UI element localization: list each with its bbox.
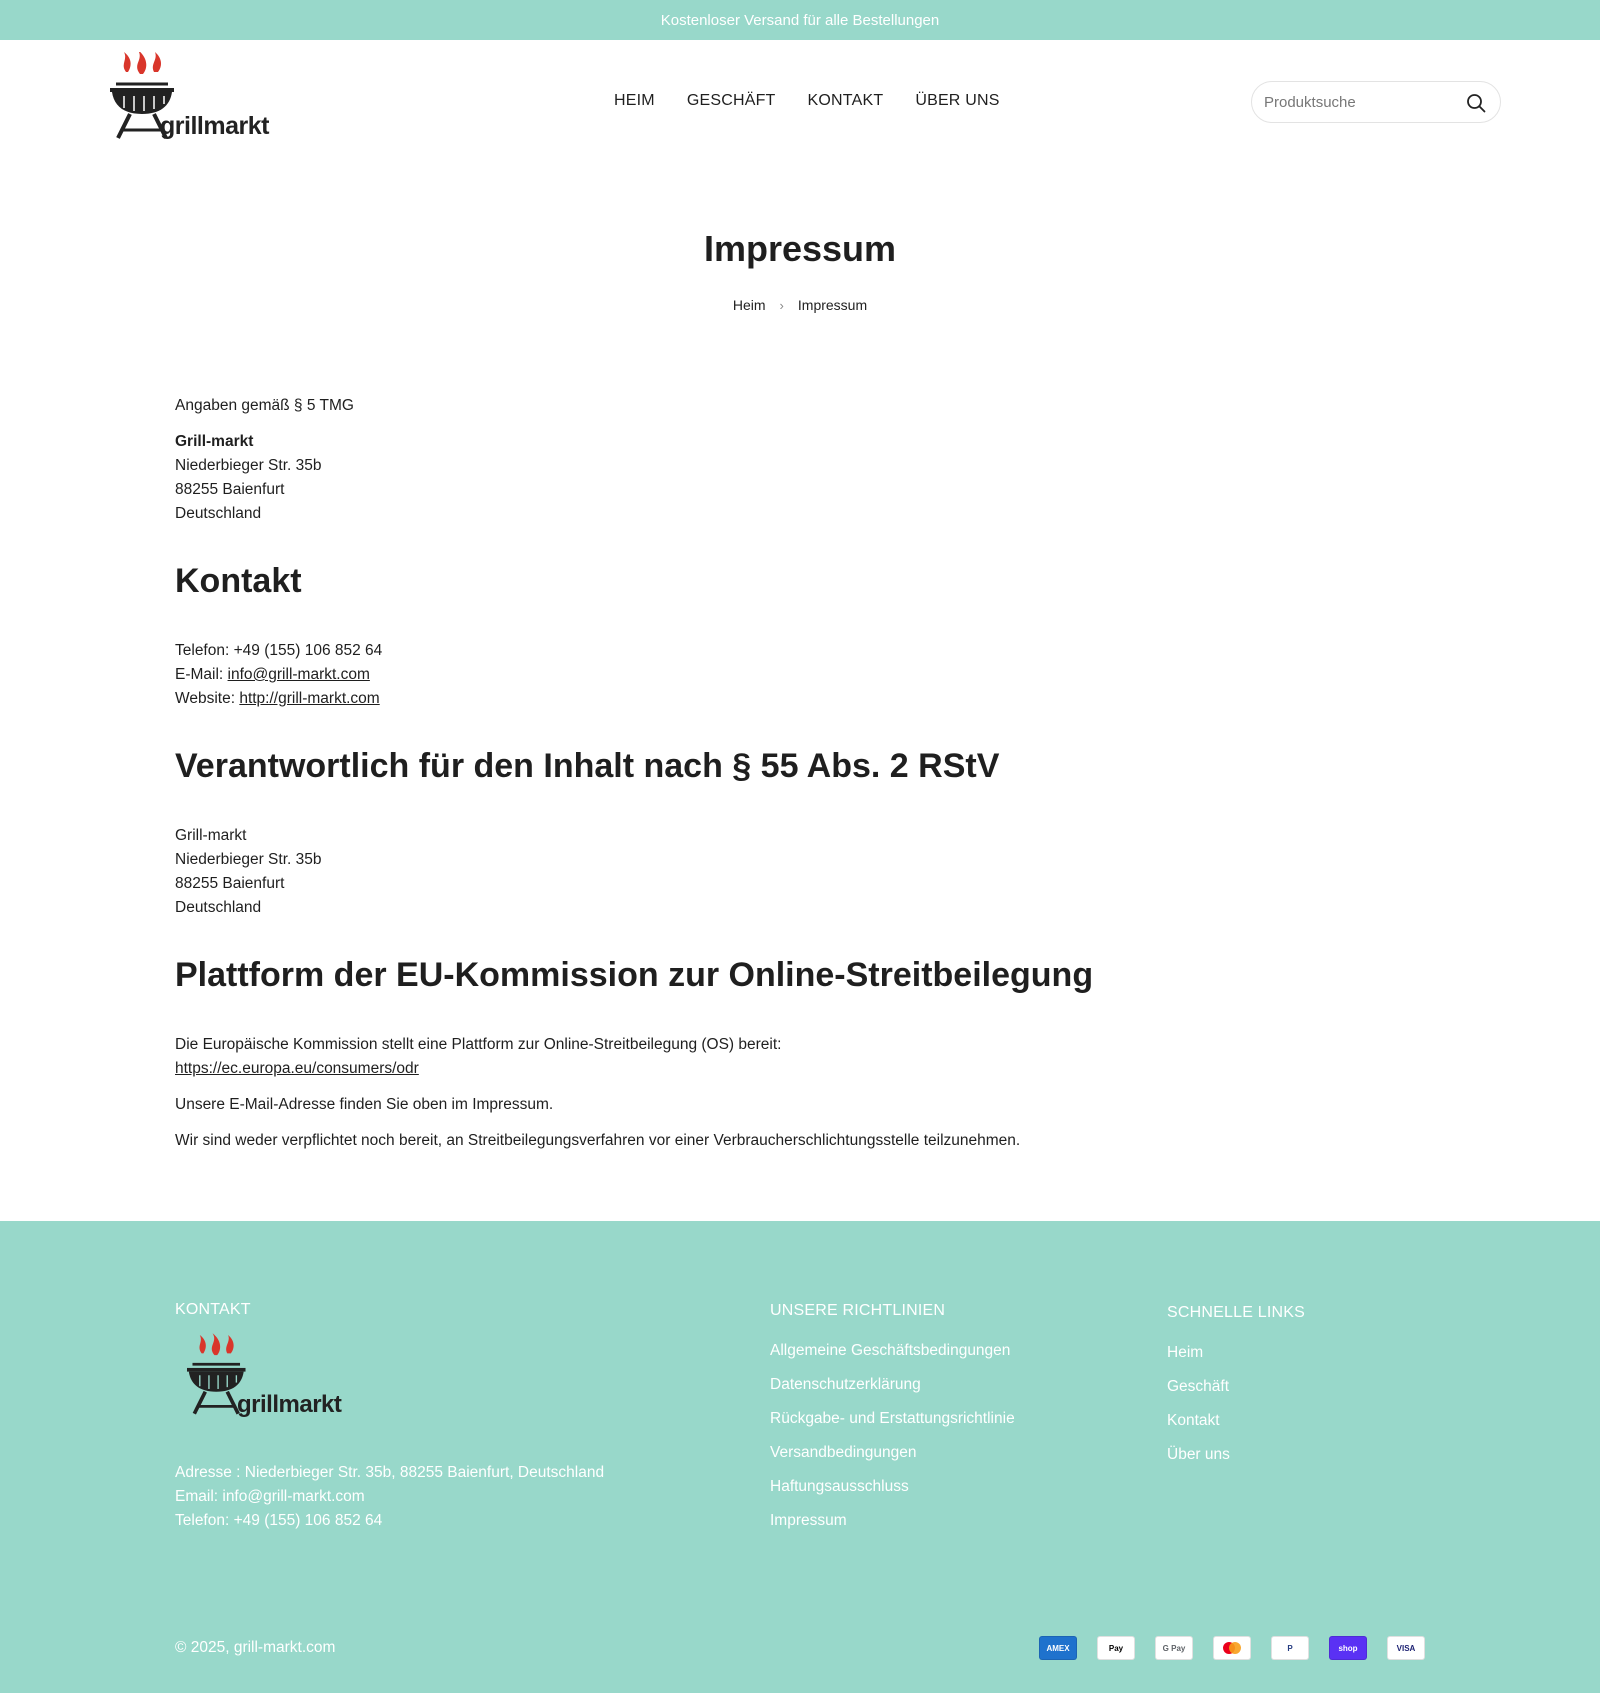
- list-item: [1167, 1438, 1305, 1472]
- responsible-line: Grill-markt: [175, 827, 247, 844]
- footer-quick-link[interactable]: Kontakt: [1167, 1412, 1220, 1429]
- contact-details: [175, 639, 1425, 711]
- footer-policies-heading: UNSERE RICHTLINIEN: [770, 1302, 946, 1319]
- footer-phone-line: Telefon: +49 (155) 106 852 64: [175, 1512, 383, 1529]
- payment-icons: [1039, 1636, 1425, 1660]
- company-name: Grill-markt: [175, 433, 254, 450]
- impressum-content: [175, 394, 1425, 1165]
- footer-contact-column: [175, 1301, 604, 1533]
- address-country: Deutschland: [175, 505, 262, 522]
- payment-label: AMEX: [1046, 1643, 1070, 1653]
- list-item: [1167, 1370, 1305, 1404]
- chevron-right-icon: ›: [779, 297, 784, 313]
- announcement-text: Kostenloser Versand für alle Bestellungen: [660, 11, 940, 29]
- footer-policy-link[interactable]: Versandbedingungen: [770, 1444, 917, 1461]
- eu-platform-heading: Plattform der EU-Kommission zur Online-Streitbeilegung: [175, 956, 1094, 994]
- payment-label: VISA: [1396, 1643, 1416, 1653]
- payment-label: shop: [1338, 1643, 1358, 1653]
- mastercard-circles: [1220, 1640, 1244, 1656]
- eu-disclaimer: Wir sind weder verpflichtet noch bereit, an Streitbeilegungsverfahren vor einer Verbraucherschlichtungsstelle teilzunehmen.: [175, 1132, 1021, 1149]
- breadcrumb: [0, 297, 1600, 313]
- payment-label: P: [1287, 1643, 1293, 1653]
- footer-quick-link[interactable]: Geschäft: [1167, 1378, 1230, 1395]
- breadcrumb-current: Impressum: [797, 297, 868, 313]
- list-item: [770, 1334, 1015, 1368]
- eu-odr-link[interactable]: https://ec.europa.eu/consumers/odr: [175, 1060, 419, 1077]
- footer-policy-link[interactable]: Allgemeine Geschäftsbedingungen: [770, 1342, 1011, 1359]
- footer-logo-text: grillmarkt: [237, 1391, 342, 1418]
- visa-icon: [1387, 1636, 1425, 1660]
- logo-text: grillmarkt: [160, 112, 269, 140]
- search-input[interactable]: [1264, 82, 1454, 122]
- copyright: © 2025, grill-markt.com: [175, 1639, 336, 1656]
- announcement-bar: [0, 0, 1600, 40]
- list-item: [1167, 1404, 1305, 1438]
- footer-contact-heading: KONTAKT: [175, 1301, 251, 1318]
- email-label: E-Mail:: [175, 666, 228, 683]
- responsible-line: Deutschland: [175, 899, 262, 916]
- list-item: [770, 1368, 1015, 1402]
- footer-policy-link[interactable]: Datenschutzerklärung: [770, 1376, 921, 1393]
- site-header: [0, 40, 1600, 164]
- shop-pay-icon: [1329, 1636, 1367, 1660]
- phone-value: +49 (155) 106 852 64: [233, 642, 383, 659]
- paypal-icon: [1271, 1636, 1309, 1660]
- site-footer: [0, 1221, 1600, 1693]
- phone-label: Telefon:: [175, 642, 234, 659]
- google-pay-icon: [1155, 1636, 1193, 1660]
- american-express-icon: [1039, 1636, 1077, 1660]
- nav-geschaeft[interactable]: GESCHÄFT: [686, 92, 776, 109]
- nav-heim[interactable]: HEIM: [614, 92, 655, 109]
- site-logo[interactable]: [110, 52, 269, 146]
- footer-links-column: [1167, 1304, 1305, 1472]
- apple-pay-icon: [1097, 1636, 1135, 1660]
- main-nav: [614, 92, 1000, 110]
- website-label: Website:: [175, 690, 240, 707]
- payment-label: Pay: [1108, 1643, 1124, 1653]
- footer-policy-link[interactable]: Haftungsausschluss: [770, 1478, 909, 1495]
- footer-policy-link[interactable]: Rückgabe- und Erstattungsrichtlinie: [770, 1410, 1015, 1427]
- responsible-heading: Verantwortlich für den Inhalt nach § 55 Abs. 2 RStV: [175, 747, 1000, 785]
- list-item: [770, 1470, 1015, 1504]
- footer-quick-link[interactable]: Über uns: [1167, 1446, 1230, 1463]
- company-address: [175, 430, 1425, 526]
- nav-kontakt[interactable]: KONTAKT: [807, 92, 884, 109]
- responsible-line: 88255 Baienfurt: [175, 875, 285, 892]
- website-link[interactable]: http://grill-markt.com: [239, 690, 380, 707]
- responsible-address: [175, 824, 1425, 920]
- address-street: Niederbieger Str. 35b: [175, 457, 322, 474]
- footer-links-heading: SCHNELLE LINKS: [1167, 1304, 1305, 1321]
- footer-email-line: Email: info@grill-markt.com: [175, 1488, 365, 1505]
- nav-ueber-uns[interactable]: ÜBER UNS: [915, 92, 1000, 109]
- footer-policies-column: [770, 1302, 1015, 1538]
- search-box: [1251, 81, 1501, 123]
- footer-policy-link[interactable]: Impressum: [770, 1512, 847, 1529]
- email-link[interactable]: info@grill-markt.com: [227, 666, 370, 683]
- eu-platform-description: Die Europäische Kommission stellt eine Plattform zur Online-Streitbeilegung (OS) bereit:: [175, 1036, 782, 1053]
- list-item: [770, 1436, 1015, 1470]
- responsible-line: Niederbieger Str. 35b: [175, 851, 322, 868]
- search-icon[interactable]: [1466, 93, 1486, 113]
- mastercard-icon: [1213, 1636, 1251, 1660]
- list-item: [770, 1402, 1015, 1436]
- eu-email-note: Unsere E-Mail-Adresse finden Sie oben im Impressum.: [175, 1096, 554, 1113]
- eu-platform-text: [175, 1033, 1425, 1081]
- address-city: 88255 Baienfurt: [175, 481, 285, 498]
- list-item: [1167, 1336, 1305, 1370]
- footer-address: [175, 1461, 604, 1533]
- footer-links-list: [1167, 1336, 1305, 1472]
- footer-logo: [187, 1333, 357, 1431]
- footer-policies-list: [770, 1334, 1015, 1538]
- footer-address-line: Adresse : Niederbieger Str. 35b, 88255 Baienfurt, Deutschland: [175, 1464, 605, 1481]
- intro-text: Angaben gemäß § 5 TMG: [175, 397, 354, 414]
- page-title: Impressum: [703, 228, 897, 269]
- contact-heading: Kontakt: [175, 562, 302, 600]
- footer-quick-link[interactable]: Heim: [1167, 1344, 1204, 1361]
- breadcrumb-home[interactable]: Heim: [732, 297, 766, 313]
- list-item: [770, 1504, 1015, 1538]
- payment-label: G Pay: [1162, 1643, 1186, 1653]
